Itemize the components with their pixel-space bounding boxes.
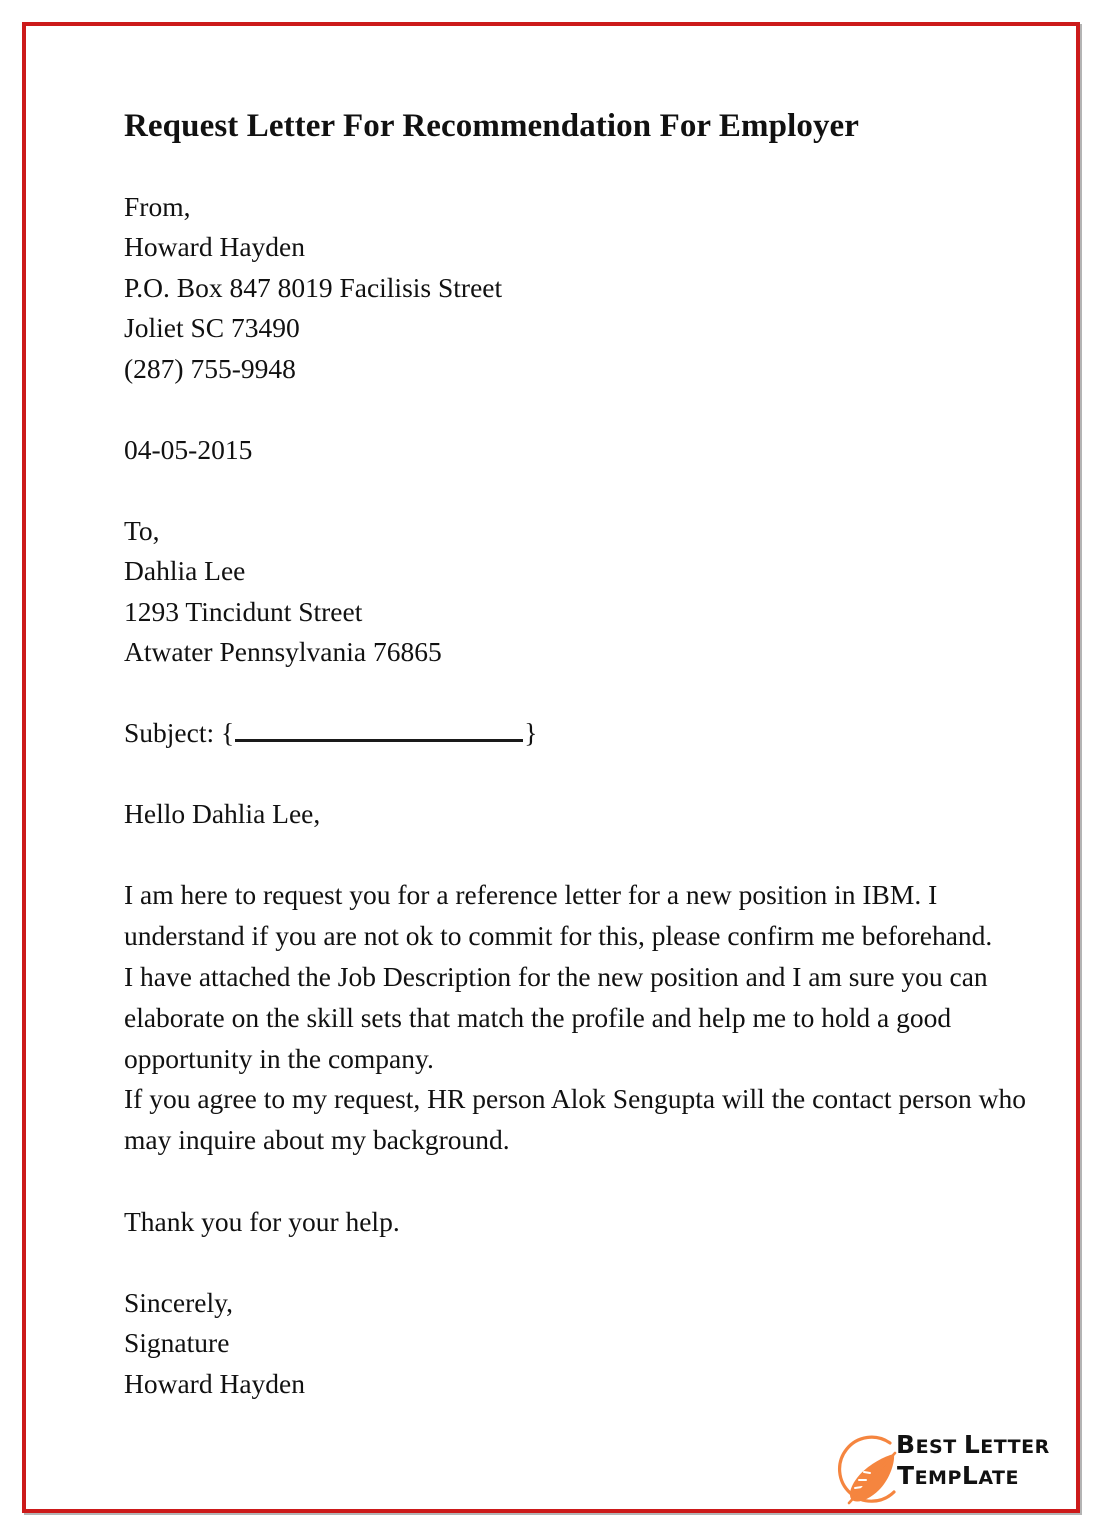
recipient-address-line-1: 1293 Tincidunt Street bbox=[124, 595, 363, 627]
closing-signature: Signature bbox=[124, 1327, 230, 1359]
sender-address-block bbox=[124, 187, 1036, 390]
spacer-before-thanks bbox=[124, 1161, 1036, 1202]
sender-salutation: From, bbox=[124, 190, 191, 222]
best-letter-template-logo bbox=[832, 1430, 1050, 1526]
greeting-block bbox=[124, 794, 1036, 835]
recipient-name: Dahlia Lee bbox=[124, 555, 246, 587]
subject-close-brace: } bbox=[524, 717, 538, 749]
body-paragraph-3: If you agree to my request, HR person Alok Sengupta will the contact person who may inquire about my background. bbox=[124, 1083, 1026, 1156]
logo-line-best-letter bbox=[896, 1432, 1048, 1457]
logo-t-cap: T bbox=[897, 1461, 915, 1490]
logo-l-ascender: L bbox=[961, 1461, 979, 1490]
logo-line-template bbox=[897, 1463, 1048, 1488]
subject-line bbox=[124, 713, 1036, 754]
spacer-after-date bbox=[124, 470, 1036, 511]
sender-address-line-2: Joliet SC 73490 bbox=[124, 312, 300, 344]
closing-block bbox=[124, 1283, 1036, 1405]
thanks-text: Thank you for your help. bbox=[124, 1205, 400, 1237]
logo-l-cap: L bbox=[963, 1430, 981, 1459]
spacer-after-sender bbox=[124, 389, 1036, 430]
logo-ate: ATE bbox=[978, 1467, 1019, 1489]
thanks-block bbox=[124, 1202, 1036, 1243]
logo-wordmark bbox=[896, 1432, 1048, 1488]
closing-sender-name: Howard Hayden bbox=[124, 1367, 305, 1399]
letter-date: 04-05-2015 bbox=[124, 433, 253, 465]
spacer-before-closing bbox=[124, 1242, 1036, 1283]
logo-est: EST bbox=[915, 1436, 957, 1458]
body-paragraph-2: I have attached the Job Description for the new position and I am sure you can elaborate on the skill sets that match the profile and help me to hold a good opportunity in the company. bbox=[124, 961, 988, 1074]
spacer-after-recipient bbox=[124, 673, 1036, 714]
subject-fill-in-field[interactable] bbox=[235, 721, 523, 743]
subject-open-brace: { bbox=[221, 717, 235, 749]
spacer-before-greeting bbox=[124, 754, 1036, 795]
logo-etter: ETTER bbox=[980, 1436, 1050, 1458]
recipient-salutation: To, bbox=[124, 514, 160, 546]
page-border-frame bbox=[22, 22, 1080, 1513]
logo-space bbox=[957, 1436, 964, 1458]
greeting: Hello Dahlia Lee, bbox=[124, 798, 321, 830]
spacer-before-body bbox=[124, 835, 1036, 876]
sender-phone: (287) 755-9948 bbox=[124, 352, 296, 384]
recipient-address-line-2: Atwater Pennsylvania 76865 bbox=[124, 636, 442, 668]
date-block bbox=[124, 430, 1036, 471]
sender-address-line-1: P.O. Box 847 8019 Facilisis Street bbox=[124, 271, 503, 303]
letter-body bbox=[124, 108, 1036, 1404]
subject-label: Subject: bbox=[124, 717, 222, 749]
logo-emp: EMP bbox=[914, 1467, 962, 1489]
body-paragraph-1: I am here to request you for a reference letter for a new position in IBM. I understand if you are not ok to commit for this, please confirm me beforehand. bbox=[124, 879, 993, 952]
sender-name: Howard Hayden bbox=[124, 231, 305, 263]
closing-sincerely: Sincerely, bbox=[124, 1286, 233, 1318]
logo-b-cap: B bbox=[896, 1430, 916, 1459]
page-title: Request Letter For Recommendation For Employer bbox=[124, 108, 860, 144]
recipient-address-block bbox=[124, 511, 1036, 673]
